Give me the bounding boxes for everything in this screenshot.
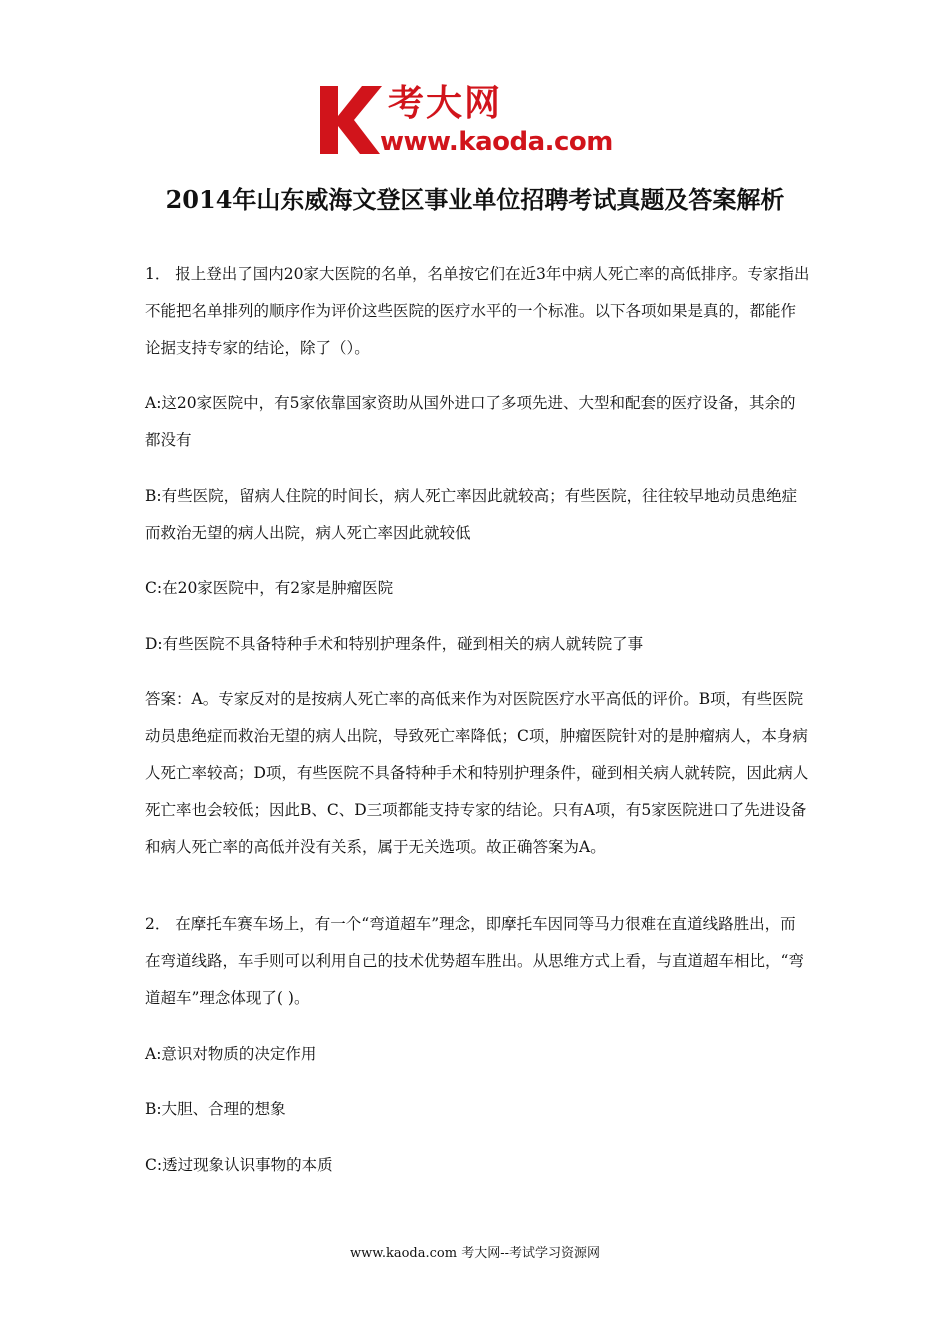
question-1-option-d: D:有些医院不具备特种手术和特别护理条件，碰到相关的病人就转院了事 [145,635,644,653]
question-2-stem: 2． 在摩托车赛车场上，有一个“弯道超车”理念，即摩托车因同等马力很难在直道线路胜出，而在弯道线路，车手则可以利用自己的技术优势超车胜出。从思维方式上看，与直道超车相比，“弯道超车”理念体现了( )。 [145,915,804,1007]
page-footer: www.kaoda.com 考大网--考试学习资源网 [350,1246,600,1261]
site-logo [318,82,638,162]
logo-url-text: www.kaoda.com [380,127,613,157]
question-1-answer: 答案：A。专家反对的是按病人死亡率的高低来作为对医院医疗水平高低的评价。B项，有些医院动员患绝症而救治无望的病人出院，导致死亡率降低；C项，肿瘤医院针对的是肿瘤病人，本身病人死亡率较高；D项，有些医院不具备特种手术和特别护理条件，碰到相关病人就转院，因此病人死亡率也会较低；因此B、C、D三项都能支持专家的结论。只有A项，有5家医院进口了先进设备和病人死亡率的高低并没有关系，属于无关选项。故正确答案为A。 [145,690,809,856]
question-1-option-b: B:有些医院，留病人住院的时间长，病人死亡率因此就较高；有些医院，往往较早地动员患绝症而救治无望的病人出院，病人死亡率因此就较低 [145,487,798,542]
logo-brand-text: 考大网 [388,83,503,124]
question-1-option-c: C:在20家医院中，有2家是肿瘤医院 [145,579,394,597]
logo-k-icon [318,82,384,156]
question-2-option-a: A:意识对物质的决定作用 [145,1045,317,1063]
question-2-option-b: B:大胆、合理的想象 [145,1100,286,1118]
question-1-option-a: A:这20家医院中，有5家依靠国家资助从国外进口了多项先进、大型和配套的医疗设备，其余的都没有 [145,394,796,449]
page-title: 2014年山东威海文登区事业单位招聘考试真题及答案解析 [165,185,785,214]
question-2-option-c: C:透过现象认识事物的本质 [145,1156,333,1174]
question-1-stem: 1． 报上登出了国内20家大医院的名单，名单按它们在近3年中病人死亡率的高低排序。专家指出不能把名单排列的顺序作为评价这些医院的医疗水平的一个标准。以下各项如果是真的，都能作论据支持专家的结论，除了（）。 [145,265,810,357]
